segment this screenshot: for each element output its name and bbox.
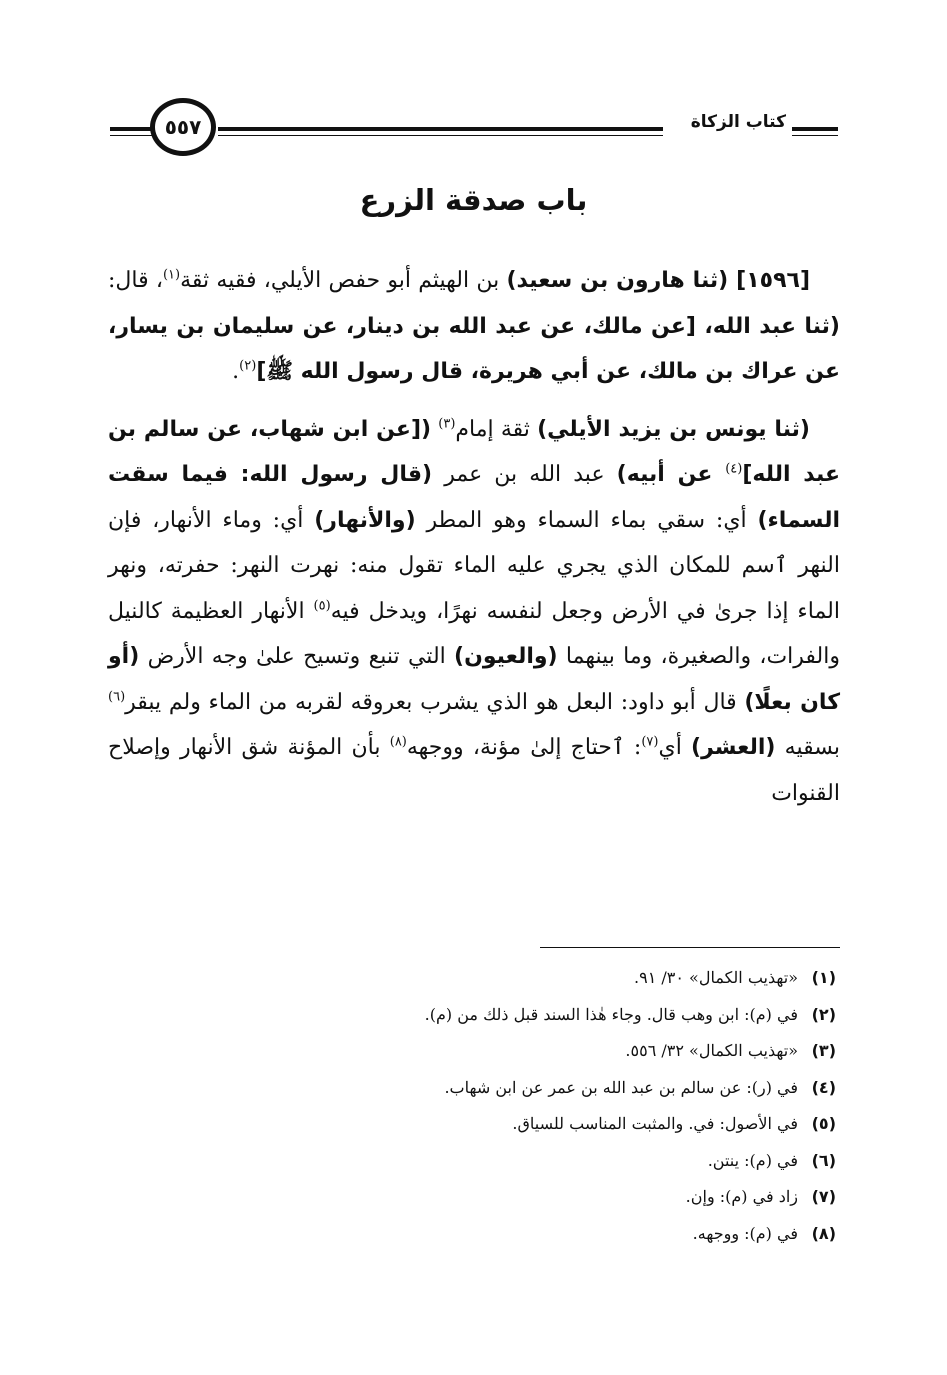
header-rule-middle-thin <box>218 135 663 136</box>
page-number: ٥٥٧ <box>164 115 202 139</box>
page-number-ring <box>150 98 216 156</box>
footnote <box>108 1033 840 1070</box>
footnote-text: «تهذيب الكمال» ٣٢/ ٥٥٦. <box>625 1041 798 1060</box>
footnote-text: في (م): ابن وهب قال. وجاء هٰذا السند قبل ذلك من (م). <box>424 1004 798 1024</box>
matn-text: (ثنا هارون بن سعيد) <box>506 268 729 293</box>
commentary-text: بسقيه <box>775 735 840 760</box>
footnote-number: (٦) <box>811 1150 836 1170</box>
footnote <box>108 1106 840 1143</box>
matn-text: (والأنهار) <box>314 507 416 533</box>
commentary-text: ثقة إمام <box>455 416 538 442</box>
commentary-text: : ٱحتاج إلىٰ مؤنة، ووجهه <box>406 735 642 760</box>
footnote-separator <box>540 947 840 948</box>
paragraph-1596 <box>108 258 840 395</box>
matn-text: (والعيون) <box>454 644 558 669</box>
footnote-number: (٥) <box>811 1114 836 1133</box>
header-rule-right-thin <box>792 135 838 136</box>
footnotes-list <box>108 960 840 1252</box>
commentary-text: التي تنبع وتسيح علىٰ وجه الأرض <box>139 644 455 669</box>
footnote <box>108 1070 840 1107</box>
footnote-number: (٢) <box>811 1004 836 1024</box>
footnote-ref: (٢) <box>239 358 257 374</box>
main-text <box>108 258 840 816</box>
header-rule-middle <box>218 127 663 131</box>
footnote <box>108 1179 840 1216</box>
header-rule-right <box>792 127 838 131</box>
footnote-text: في (م): ينتن. <box>707 1150 798 1170</box>
matn-text: (قال رسول الله: فيما سقت السماء) <box>108 462 840 533</box>
footnote-text: في الأصول: في. والمثبت المناسب للسياق. <box>512 1114 798 1133</box>
footnote <box>108 1143 840 1180</box>
footnote-ref: (٦) <box>108 689 126 705</box>
header-rule-left <box>110 127 152 131</box>
footnote-ref: (٣) <box>438 416 456 432</box>
commentary-text: بأن المؤنة شق الأنهار وإصلاح القنوات <box>108 735 840 806</box>
header-rule-left-thin <box>110 135 152 136</box>
footnote-number: (٨) <box>811 1223 836 1243</box>
commentary-text: قال أبو داود: البعل هو الذي يشرب بعروقه لقربه من الماء ولم يبقر <box>125 689 745 715</box>
matn-text: (أو كان بعلًا) <box>108 644 840 715</box>
matn-text: (ثنا عبد الله، [عن مالك، عن عبد الله بن دينار، عن سليمان بن يسار، عن عراك بن مالك، عن أبي هريرة، قال رسول الله ﷺ] <box>108 313 840 384</box>
matn-text: ([عن ابن شهاب، عن سالم بن عبد الله] <box>108 416 841 487</box>
footnote-ref: (٧) <box>641 734 659 750</box>
hadith-number: [١٥٩٦] <box>728 268 810 293</box>
commentary-text: أي <box>658 735 692 760</box>
footnote-number: (٣) <box>811 1041 836 1060</box>
commentary-text: ، قال: <box>108 268 163 293</box>
footnote-text: في (م): ووجهه. <box>692 1223 798 1243</box>
footnote-text: «تهذيب الكمال» ٣٠/ ٩١. <box>634 968 798 987</box>
footnote-text: في (ر): عن سالم بن عبد الله بن عمر عن ابن شهاب. <box>444 1077 798 1097</box>
footnote-number: (١) <box>811 968 836 987</box>
footnote <box>108 997 840 1034</box>
footnote-ref: (١) <box>162 267 181 283</box>
running-header <box>110 96 838 166</box>
footnote-ref: (٨) <box>389 734 407 750</box>
footnote-text: زاد في (م): وإن. <box>685 1187 798 1206</box>
footnote <box>108 960 840 997</box>
commentary-text: عبد الله بن عمر <box>432 462 617 487</box>
commentary-text: . <box>232 359 240 384</box>
footnote-ref: (٤) <box>725 461 743 477</box>
commentary-text: بن الهيثم أبو حفص الأيلي، فقيه ثقة <box>180 268 507 293</box>
header-book-title: كتاب الزكاة <box>690 112 786 132</box>
matn-text: (العشر) <box>691 735 776 760</box>
footnote <box>108 1216 840 1253</box>
commentary-text: أي: وماء الأنهار، فإن النهر ٱسم للمكان الذي يجري عليه الماء تقول منه: نهرت النهر: حفرته، ونهر الماء إذا جرىٰ في الأرض وجعل لنفسه نهرًا، ويدخل فيه <box>108 507 840 624</box>
commentary-text: أي: سقي بماء السماء وهو المطر <box>415 507 758 533</box>
footnote-number: (٤) <box>811 1077 836 1097</box>
commentary-text: الأنهار العظيمة كالنيل والفرات، والصغيرة، وما بينهما <box>108 598 840 669</box>
footnote-number: (٧) <box>811 1187 836 1206</box>
chapter-title: باب صدقة الزرع <box>359 183 588 217</box>
matn-text: عن أبيه) <box>616 462 726 487</box>
paragraph-commentary <box>108 407 840 817</box>
footnote-ref: (٥) <box>313 598 331 614</box>
matn-text: (ثنا يونس بن يزيد الأيلي) <box>537 416 810 442</box>
